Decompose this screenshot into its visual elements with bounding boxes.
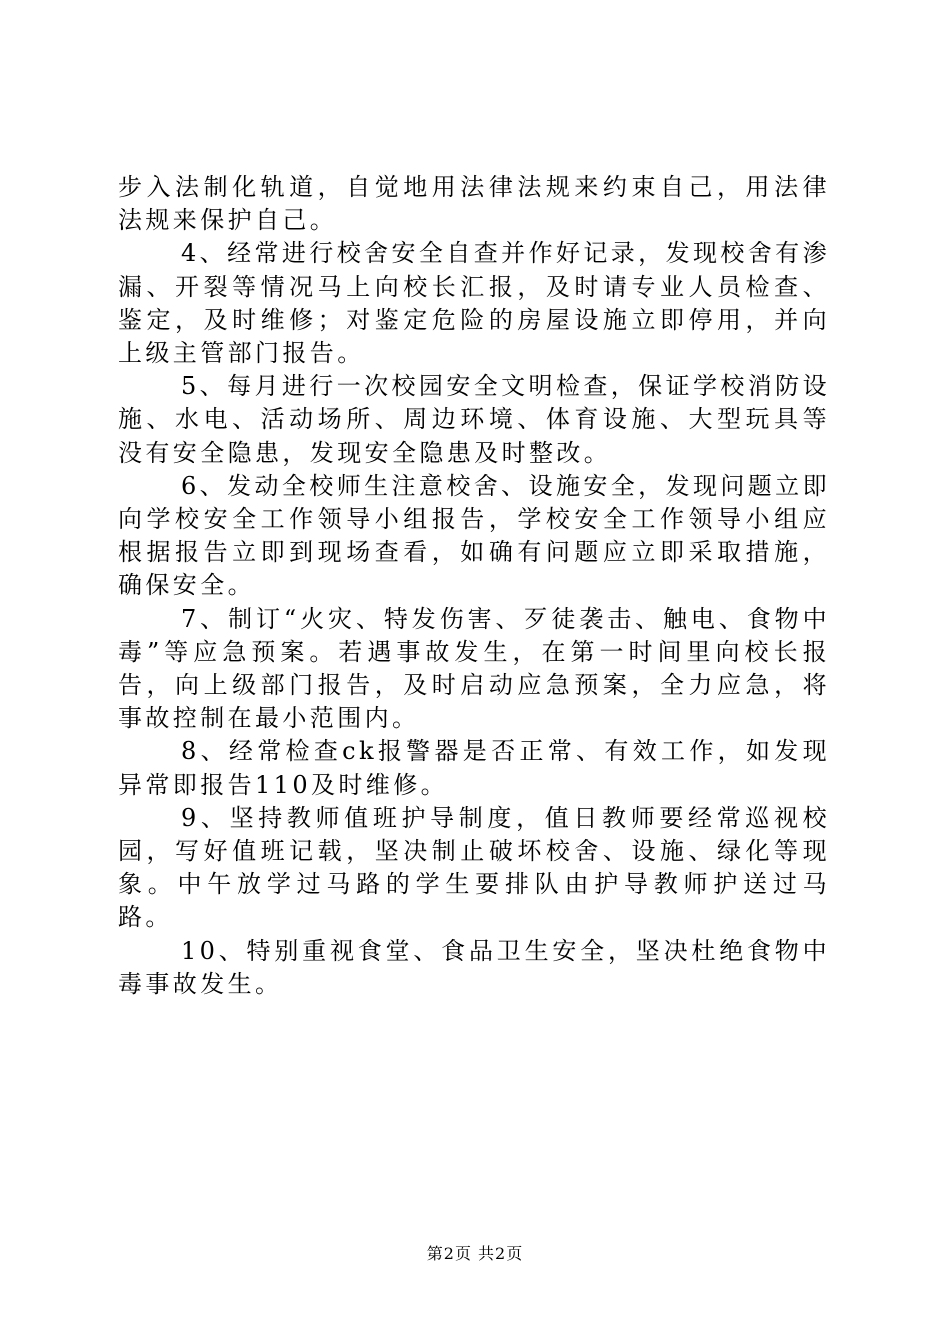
- document-body: [118, 171, 830, 1001]
- paragraph-item-5: 5、每月进行一次校园安全文明检查，保证学校消防设施、水电、活动场所、周边环境、体育设施、大型玩具等没有安全隐患，发现安全隐患及时整改。: [118, 372, 830, 467]
- paragraph-item-6: 6、发动全校师生注意校舍、设施安全，发现问题立即向学校安全工作领导小组报告，学校安全工作领导小组应根据报告立即到现场查看，如确有问题应立即采取措施，确保安全。: [118, 471, 830, 600]
- paragraph-item-8: 8、经常检查ck报警器是否正常、有效工作，如发现异常即报告110及时维修。: [118, 737, 830, 799]
- paragraph-item-7: 7、制订“火灾、特发伤害、歹徒袭击、触电、食物中毒”等应急预案。若遇事故发生，在第一时间里向校长报告，向上级部门报告，及时启动应急预案，全力应急，将事故控制在最小范围内。: [118, 604, 830, 733]
- page-footer: 第2页 共2页: [426, 1244, 524, 1263]
- paragraph-item-9: 9、坚持教师值班护导制度，值日教师要经常巡视校园，写好值班记载，坚决制止破坏校舍、设施、绿化等现象。中午放学过马路的学生要排队由护导教师护送过马路。: [118, 803, 830, 932]
- paragraph-continuation: 步入法制化轨道，自觉地用法律法规来约束自己，用法律法规来保护自己。: [118, 173, 830, 235]
- paragraph-item-10: 10、特别重视食堂、食品卫生安全，坚决杜绝食物中毒事故发生。: [118, 936, 830, 998]
- paragraph-item-4: 4、经常进行校舍安全自查并作好记录，发现校舍有渗漏、开裂等情况马上向校长汇报，及时请专业人员检查、鉴定，及时维修；对鉴定危险的房屋设施立即停用，并向上级主管部门报告。: [118, 239, 830, 368]
